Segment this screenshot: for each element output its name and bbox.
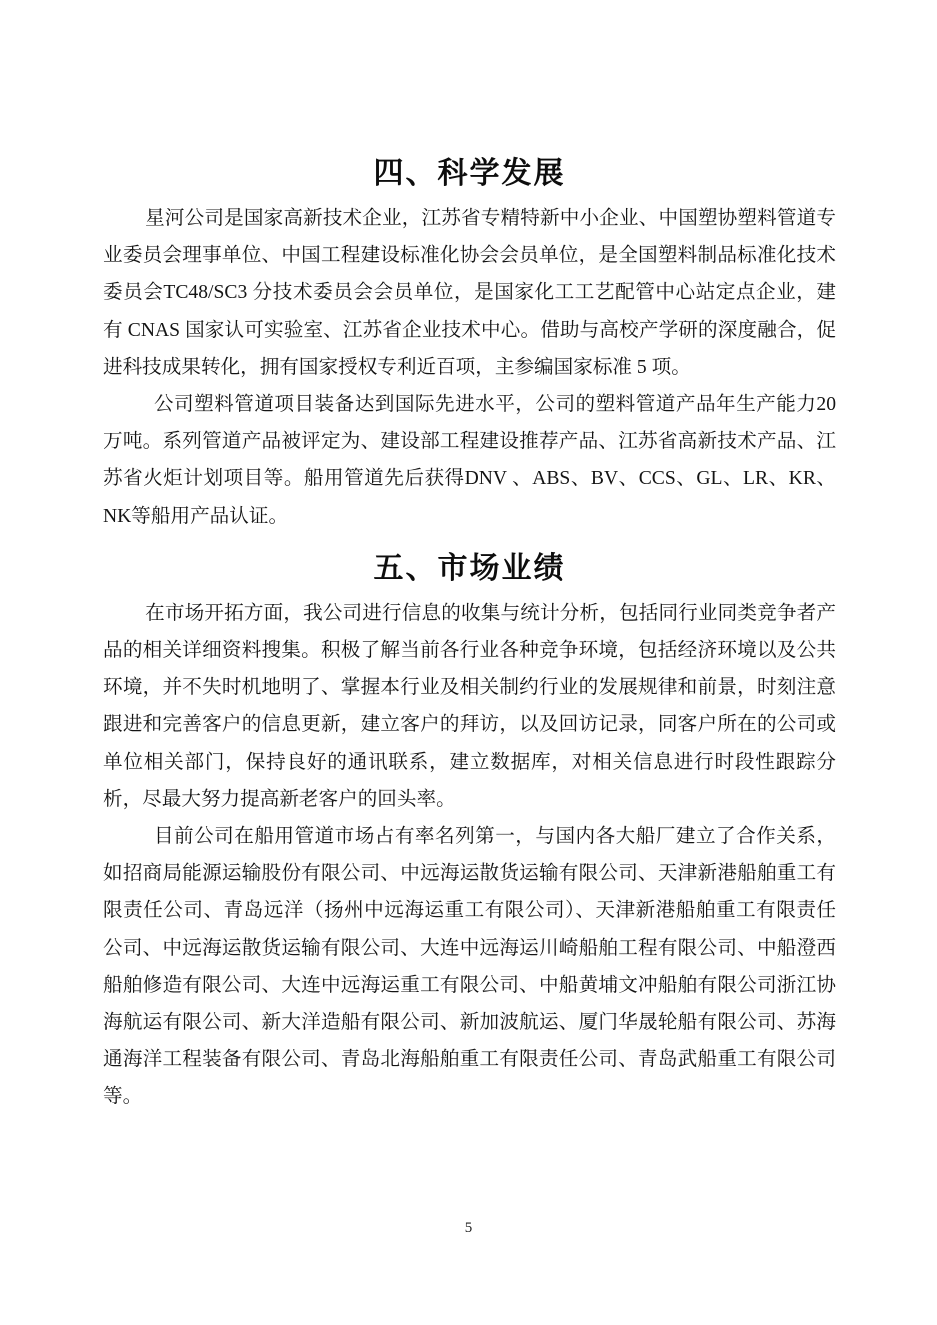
document-content	[103, 0, 836, 1116]
paragraph-market-1: 在市场开拓方面，我公司进行信息的收集与统计分析，包括同行业同类竞争者产品的相关详细资料搜集。积极了解当前各行业各种竞争环境，包括经济环境以及公共环境，并不失时机地明了、掌握本行业及相关制约行业的发展规律和前景，时刻注意跟进和完善客户的信息更新，建立客户的拜访，以及回访记录，同客户所在的公司或单位相关部门，保持良好的通讯联系，建立数据库，对相关信息进行时段性跟踪分析，尽最大努力提高新老客户的回头率。	[103, 602, 836, 810]
section-5-heading: 五、市场业绩	[373, 551, 566, 585]
section-4-heading: 四、科学发展	[373, 157, 566, 190]
paragraph-science-1: 星河公司是国家高新技术企业，江苏省专精特新中小企业、中国塑协塑料管道专业委员会理事单位、中国工程建设标准化协会会员单位，是全国塑料制品标准化技术委员会TC48/SC3 分技术委员会会员单位，是国家化工工艺配管中心站定点企业，建有 CNAS 国家认可实验室、江苏省企业技术中心。借助与高校产学研的深度融合，促进科技成果转化，拥有国家授权专利近百项，主参编国家标准 5 项。	[103, 208, 836, 378]
paragraph-science-2: 公司塑料管道项目装备达到国际先进水平，公司的塑料管道产品年生产能力20万吨。系列管道产品被评定为、建设部工程建设推荐产品、江苏省高新技术产品、江苏省火炬计划项目等。船用管道先后获得DNV 、ABS、BV、CCS、GL、LR、KR、NK等船用产品认证。	[103, 394, 836, 527]
paragraph-market-2: 目前公司在船用管道市场占有率名列第一，与国内各大船厂建立了合作关系，如招商局能源运输股份有限公司、中远海运散货运输有限公司、天津新港船舶重工有限责任公司、青岛远洋（扬州中远海运重工有限公司）、天津新港船舶重工有限责任公司、中远海运散货运输有限公司、大连中远海运川崎船舶工程有限公司、中船澄西船舶修造有限公司、大连中远海运重工有限公司、中船黄埔文冲船舶有限公司浙江协海航运有限公司、新大洋造船有限公司、新加波航运、厦门华晟轮船有限公司、苏海通海洋工程装备有限公司、青岛北海船舶重工有限责任公司、青岛武船重工有限公司等。	[103, 826, 836, 1108]
page-number: 5	[464, 1220, 473, 1236]
